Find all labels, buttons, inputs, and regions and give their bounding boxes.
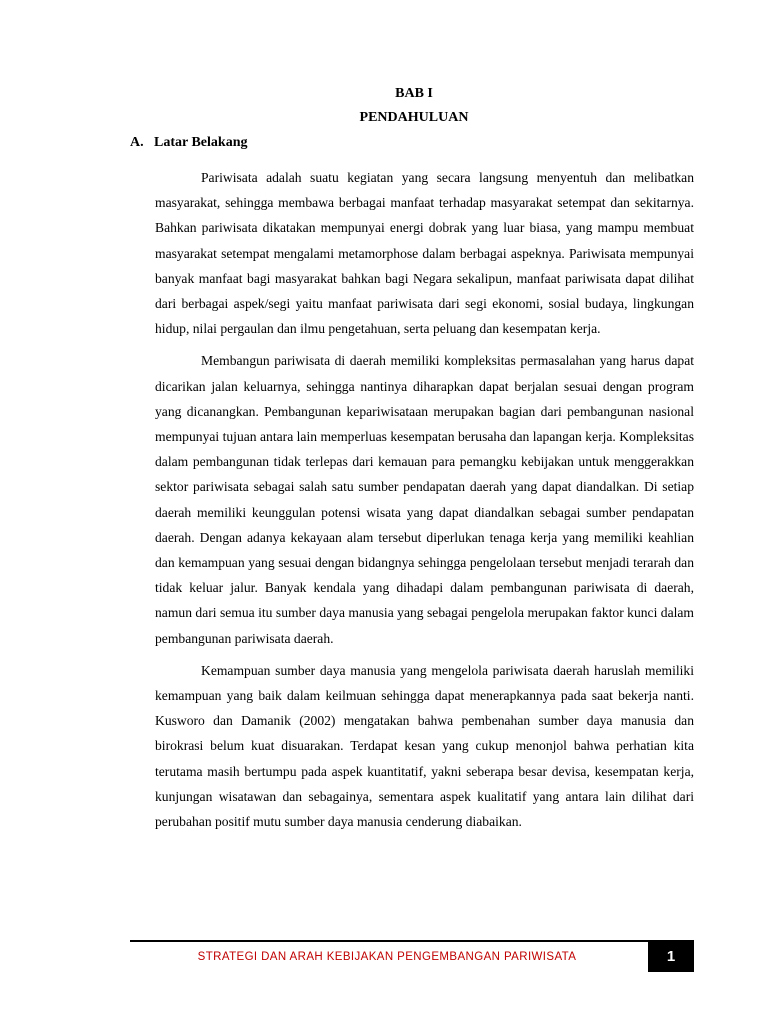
paragraph-1: Pariwisata adalah suatu kegiatan yang secara langsung menyentuh dan melibatkan masyarakat, sehingga membawa berbagai manfaat terhadap masyarakat setempat dan sekitarnya. Bahkan pariwisata dikatakan mempunyai energi dobrak yang luar biasa, yang mampu membuat masyarakat setempat mengalami metamorphose dalam berbagai aspeknya. Pariwisata mempunyai banyak manfaat bagi masyarakat bahkan bagi Negara sekalipun, manfaat pariwisata dapat dilihat dari berbagai aspek/segi yaitu manfaat pariwisata dari segi ekonomi, sosial budaya, lingkungan hidup, nilai pergaulan dan ilmu pengetahuan, serta peluang dan kesempatan kerja. — [155, 170, 694, 337]
chapter-label: BAB I — [395, 86, 433, 101]
footer-running-title: STRATEGI DAN ARAH KEBIJAKAN PENGEMBANGAN PARIWISATA — [197, 951, 577, 963]
body-text — [155, 165, 694, 841]
section-title: Latar Belakang — [154, 135, 248, 150]
page-number-badge: 1 — [648, 942, 694, 972]
section-heading — [130, 135, 247, 151]
paragraph-3: Kemampuan sumber daya manusia yang mengelola pariwisata daerah haruslah memiliki kemampuan yang baik dalam keilmuan sehingga dapat menerapkannya pada saat bekerja nanti. Kusworo dan Damanik (2002) mengatakan bahwa pembenahan sumber daya manusia dan birokrasi belum kuat disuarakan. Terdapat kesan yang cukup menonjol bahwa perhatian kita terutama masih bertumpu pada aspek kuantitatif, yakni seberapa besar devisa, kesempatan kerja, kunjungan wisatawan dan sebagainya, sementara aspek kualitatif yang antara lain dilihat dari perubahan positif mutu sumber daya manusia cenderung diabaikan. — [155, 662, 694, 830]
footer-divider — [130, 940, 694, 942]
section-number: A. — [130, 135, 144, 150]
chapter-title: PENDAHULUAN — [359, 110, 469, 125]
paragraph-2: Membangun pariwisata di daerah memiliki kompleksitas permasalahan yang harus dapat dicarikan jalan keluarnya, sehingga nantinya diharapkan dapat berjalan sesuai dengan program yang dicanangkan. Pembangunan kepariwisataan merupakan bagian dari pembangunan nasional mempunyai tujuan antara lain memperluas kesempatan berusaha dan lapangan kerja. Kompleksitas dalam pembangunan tidak terlepas dari kemauan para pemangku kebijakan untuk menggerakkan sektor pariwisata sebagai salah satu sumber pendapatan daerah yang dapat diandalkan. Di setiap daerah memiliki keunggulan potensi wisata yang dapat diandalkan sebagai sumber pendapatan daerah. Dengan adanya kekayaan alam tersebut diperlukan tenaga kerja yang memiliki keahlian dan kemampuan yang sesuai dengan bidangnya sehingga pengelolaan tersebut menjadi terarah dan tidak keluar jalur. Banyak kendala yang dihadapi dalam pembangunan pariwisata di daerah, namun dari semua itu sumber daya manusia yang sebagai pengelola merupakan faktor kunci dalam pembangunan pariwisata daerah. — [155, 353, 694, 646]
